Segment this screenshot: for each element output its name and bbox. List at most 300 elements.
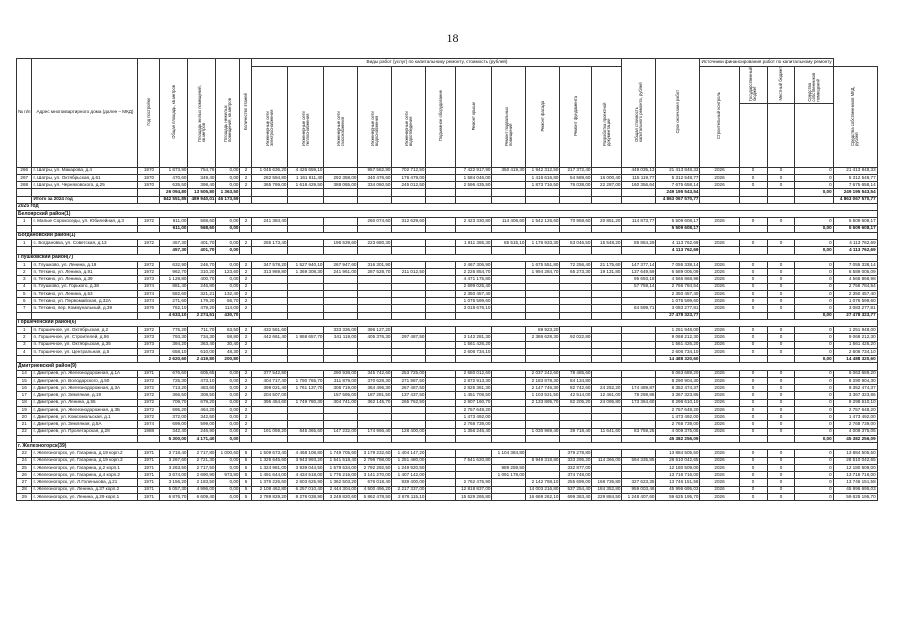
cell-w xyxy=(358,290,392,297)
cell-h xyxy=(288,370,324,377)
cell-fu xyxy=(560,276,592,283)
cell-p: 989 259,50 xyxy=(492,464,526,471)
cell-g xyxy=(324,218,358,225)
col-owners-total: Средства собственников МКД, рублей xyxy=(849,86,860,146)
table-header xyxy=(17,59,878,168)
cell-dt: 2026 xyxy=(700,276,739,283)
table-row xyxy=(17,290,878,297)
cell-c: 0,00 xyxy=(216,370,240,377)
cell-p xyxy=(492,457,526,464)
cell-g3: 0,00 xyxy=(795,189,833,196)
cell-f: 2 xyxy=(240,341,252,348)
cell-g1: 0 xyxy=(739,472,767,479)
cell-g2: 0 xyxy=(767,486,795,493)
cell-g1: 0 xyxy=(739,464,767,471)
cell-h: 1 369 308,30 xyxy=(288,269,324,276)
cell-tot: 8 298 610,10 xyxy=(656,399,700,406)
cell-l xyxy=(426,290,456,297)
cell-y: 1972 xyxy=(138,399,160,406)
cell-a: 611,00 xyxy=(160,218,188,225)
cell-h xyxy=(288,247,324,254)
cell-g2 xyxy=(767,435,795,442)
cell-no: 1 xyxy=(17,261,32,268)
cell-g2: 0 xyxy=(767,406,795,413)
cell-b: 2 274,51 xyxy=(188,312,216,319)
cell-g: 3 248 820,60 xyxy=(324,493,358,500)
cell-dt: 2026 xyxy=(700,167,739,174)
cell-dt: 2026 xyxy=(700,370,739,377)
cell-k: 2 606 734,10 xyxy=(456,348,492,355)
cell-no: 15 xyxy=(17,377,32,384)
cell-g3: 0 xyxy=(795,348,833,355)
cell-y: 1973 xyxy=(138,341,160,348)
cell-s: 128 400,00 xyxy=(392,428,426,435)
cell-g: 311 879,00 xyxy=(324,377,358,384)
cell-h xyxy=(288,356,324,363)
cell-b: 711,70 xyxy=(188,327,216,334)
cell-p xyxy=(492,189,526,196)
cell-b: 473,10 xyxy=(188,377,216,384)
cell-e: 1 324 981,00 xyxy=(252,464,288,471)
cell-f: 2 xyxy=(240,269,252,276)
cell-g1: 0 xyxy=(739,327,767,334)
cell-addr: с. Богдановка, ул. Советская, д.13 xyxy=(32,240,138,247)
cell-h xyxy=(288,218,324,225)
cell-no: 22 xyxy=(17,428,32,435)
cell-a: 342,40 xyxy=(160,428,188,435)
cell-g2 xyxy=(767,247,795,254)
cell-e: 404 717,40 xyxy=(252,377,288,384)
cell-h xyxy=(288,240,324,247)
cell-a: 676,60 xyxy=(160,370,188,377)
cell-g2: 0 xyxy=(767,370,795,377)
cell-c: 132,40 xyxy=(216,290,240,297)
section-label: Богдановский район(1) xyxy=(17,232,878,239)
cell-sc xyxy=(622,464,656,471)
cell-tot: 13 716 716,00 xyxy=(656,472,700,479)
cell-h: 1 958 657,70 xyxy=(288,334,324,341)
cell-no: 16 xyxy=(17,385,32,392)
cell-b: 4 171,40 xyxy=(188,435,216,442)
cell-no: 1 xyxy=(17,240,32,247)
cell-g3: 0 xyxy=(795,406,833,413)
cell-w: 174 966,40 xyxy=(358,428,392,435)
cell-w: 3 179 232,60 xyxy=(358,450,392,457)
cell-sc: 594 335,85 xyxy=(622,457,656,464)
cell-g2: 0 xyxy=(767,182,795,189)
cell-h: 1 761 137,70 xyxy=(288,385,324,392)
cell-fu xyxy=(560,414,592,421)
cell-fa xyxy=(526,464,560,471)
cell-k: 2 226 854,70 xyxy=(456,269,492,276)
cell-k: 1 561 426,20 xyxy=(456,341,492,348)
cell-tot: 249 195 543,54 xyxy=(656,189,700,196)
cell-fa xyxy=(526,247,560,254)
cell-y: 1974 xyxy=(138,421,160,428)
cell-l xyxy=(426,450,456,457)
cell-fu xyxy=(560,247,592,254)
cell-g2: 0 xyxy=(767,305,795,312)
cell-h: 1 527 940,10 xyxy=(288,261,324,268)
cell-g2: 0 xyxy=(767,283,795,290)
cell-p xyxy=(492,479,526,486)
cell-fu: 332 877,00 xyxy=(560,464,592,471)
cell-e: 432 561,60 xyxy=(252,327,288,334)
cell-sc xyxy=(622,327,656,334)
cell-fa: 2 133 895,70 xyxy=(526,399,560,406)
cell-e xyxy=(252,414,288,421)
table-row xyxy=(17,167,878,174)
cell-l xyxy=(426,167,456,174)
cell-g3: 0 xyxy=(795,182,833,189)
cell-y: 1972 xyxy=(138,414,160,421)
section-label: Глушковский район(7) xyxy=(17,254,878,261)
cell-k: 4 471 175,80 xyxy=(456,276,492,283)
cell-e: 1 491 644,00 xyxy=(252,472,288,479)
cell-tot: 4 009 375,05 xyxy=(656,428,700,435)
cell-s: 267 487,50 xyxy=(392,385,426,392)
cell-no: 4 xyxy=(17,348,32,355)
cell-d xyxy=(592,290,622,297)
cell-l xyxy=(426,399,456,406)
cell-e xyxy=(252,298,288,305)
cell-fa xyxy=(526,225,560,232)
cell-g1: 0 xyxy=(739,486,767,493)
cell-g1 xyxy=(739,247,767,254)
cell-g: 341 119,00 xyxy=(324,334,358,341)
cell-g3: 0 xyxy=(795,261,833,268)
cell-h: 2 603 625,90 xyxy=(288,479,324,486)
cell-l xyxy=(426,392,456,399)
cell-fu xyxy=(560,406,592,413)
cell-b: 2 183,50 xyxy=(188,479,216,486)
cell-tot: 1 561 426,20 xyxy=(656,341,700,348)
cell-addr: г. Железногорск, ул. Гагарина, д.2 корп.1 xyxy=(32,464,138,471)
cell-e xyxy=(252,225,288,232)
cell-e: 1 509 673,40 xyxy=(252,450,288,457)
cell-f: 2 xyxy=(240,283,252,290)
cell-addr: г. Дмитриев, ул. Пролетарская, д.28 xyxy=(32,428,138,435)
cell-g3: 0 xyxy=(795,428,833,435)
cell-own: 45 382 256,09 xyxy=(833,435,877,442)
cell-fa: 1 942 312,50 xyxy=(526,167,560,174)
cell-p xyxy=(492,435,526,442)
cell-s: 1 249 920,50 xyxy=(392,464,426,471)
cell-fu xyxy=(560,290,592,297)
table-row xyxy=(17,370,878,377)
section-row xyxy=(17,254,878,261)
cell-g3: 0 xyxy=(795,283,833,290)
cell-c: 0,00 xyxy=(216,385,240,392)
table-row xyxy=(17,486,878,493)
table-row xyxy=(17,276,878,283)
cell-own: 28 510 042,65 xyxy=(833,457,877,464)
cell-y xyxy=(138,196,160,203)
cell-d: 20 851,20 xyxy=(592,218,622,225)
cell-fu xyxy=(560,298,592,305)
cell-addr: п. Теткино, пер. Коммунальный, д.39 xyxy=(32,305,138,312)
cell-b: 179,20 xyxy=(188,298,216,305)
cell-g2: 0 xyxy=(767,334,795,341)
table-row xyxy=(17,298,878,305)
cell-dt: 2026 xyxy=(700,377,739,384)
cell-g: 1 749 705,60 xyxy=(324,450,358,457)
cell-d xyxy=(592,196,622,203)
section-label: Белоярский район(1) xyxy=(17,211,878,218)
cell-a: 3 718,40 xyxy=(160,450,188,457)
cell-w xyxy=(358,414,392,421)
cell-b: 2 717,50 xyxy=(188,464,216,471)
cell-a: 372,00 xyxy=(160,414,188,421)
cell-g: 157 595,00 xyxy=(324,392,358,399)
cell-y: 1973 xyxy=(138,334,160,341)
cell-w: 396 127,20 xyxy=(358,327,392,334)
cell-b: 363,40 xyxy=(188,341,216,348)
col-electric: Инженерные сети электроснабжения xyxy=(264,109,274,146)
cell-l xyxy=(426,225,456,232)
cell-p xyxy=(492,196,526,203)
cell-addr: г. Дмитриев, ул. Комсомольская, д.1 xyxy=(32,414,138,421)
cell-c: 1 363,50 xyxy=(216,189,240,196)
cell-w: 676 018,40 xyxy=(358,479,392,486)
cell-w: 405 376,30 xyxy=(358,334,392,341)
cell-fa xyxy=(526,421,560,428)
cell-addr: п. Теткино, ул. Ленина, д.53 xyxy=(32,290,138,297)
cell-h: 4 468 108,80 xyxy=(288,450,324,457)
cell-f xyxy=(240,225,252,232)
cell-l xyxy=(426,269,456,276)
cell-g1: 0 xyxy=(739,370,767,377)
cell-g3 xyxy=(795,196,833,203)
cell-a: 3 267,60 xyxy=(160,457,188,464)
cell-l xyxy=(426,189,456,196)
cell-fu: 84 134,80 xyxy=(560,377,592,384)
cell-g xyxy=(324,414,358,421)
cell-l xyxy=(426,196,456,203)
cell-own: 2 757 648,20 xyxy=(833,406,877,413)
cell-k xyxy=(456,312,492,319)
cell-k: 1 584 046,00 xyxy=(456,174,492,181)
cell-no xyxy=(17,189,32,196)
cell-tot: 5 312 548,77 xyxy=(656,174,700,181)
cell-own: 7 675 658,14 xyxy=(833,182,877,189)
cell-tot: 7 055 338,14 xyxy=(656,261,700,268)
cell-f xyxy=(240,189,252,196)
cell-g: 2 444 304,00 xyxy=(324,486,358,493)
cell-a: 1 873,90 xyxy=(160,167,188,174)
cell-no: 24 xyxy=(17,457,32,464)
cell-h: 6 257 010,40 xyxy=(288,486,324,493)
cell-g1: 0 xyxy=(739,305,767,312)
cell-fa: 1 176 933,30 xyxy=(526,240,560,247)
cell-f: 2 xyxy=(240,377,252,384)
cell-h: 1 790 765,70 xyxy=(288,377,324,384)
cell-fu: 72 256,40 xyxy=(560,261,592,268)
cell-l xyxy=(426,493,456,500)
cell-sc: 115 119,77 xyxy=(622,174,656,181)
cell-s xyxy=(392,348,426,355)
cell-a: 632,90 xyxy=(160,261,188,268)
cell-tot: 13 884 505,50 xyxy=(656,450,700,457)
cell-d xyxy=(592,225,622,232)
cell-dt: 2026 xyxy=(700,182,739,189)
cell-d xyxy=(592,435,622,442)
cell-sc xyxy=(622,225,656,232)
cell-k: 1 811 365,30 xyxy=(456,240,492,247)
cell-g3: 0 xyxy=(795,493,833,500)
cell-g1: 0 xyxy=(739,298,767,305)
cell-h xyxy=(288,196,324,203)
cell-tot: 5 509 608,17 xyxy=(656,225,700,232)
cell-y: 1988 xyxy=(138,428,160,435)
cell-a: 366,50 xyxy=(160,392,188,399)
cell-g: 388 065,00 xyxy=(324,182,358,189)
cell-y: 1971 xyxy=(138,486,160,493)
cell-k: 1 473 492,00 xyxy=(456,414,492,421)
cell-p xyxy=(492,414,526,421)
cell-own: 14 488 320,60 xyxy=(833,356,877,363)
cell-addr xyxy=(32,312,138,319)
col-heating: Инженерные сети теплоснабжения xyxy=(300,111,310,146)
cell-dt: 2026 xyxy=(700,472,739,479)
cell-fa xyxy=(526,283,560,290)
cell-tot: 4 863 067 570,77 xyxy=(656,196,700,203)
cell-g2: 0 xyxy=(767,428,795,435)
cell-w: 370 628,30 xyxy=(358,377,392,384)
cell-fa: 1 675 551,80 xyxy=(526,261,560,268)
cell-s xyxy=(392,356,426,363)
cell-b: 568,60 xyxy=(188,218,216,225)
cell-b: 246,70 xyxy=(188,261,216,268)
cell-fa xyxy=(526,472,560,479)
cell-d xyxy=(592,167,622,174)
cell-tot: 8 290 904,30 xyxy=(656,377,700,384)
cell-tot: 2 768 739,00 xyxy=(656,421,700,428)
cell-s xyxy=(392,414,426,421)
cell-k: 2 807 160,70 xyxy=(456,399,492,406)
cell-no: 19 xyxy=(17,406,32,413)
cell-e xyxy=(252,406,288,413)
cell-h xyxy=(288,341,324,348)
cell-a: 470,60 xyxy=(160,174,188,181)
cell-addr: п. Глушково, ул. Горького, д.38 xyxy=(32,283,138,290)
cell-d xyxy=(592,327,622,334)
cell-f xyxy=(240,196,252,203)
cell-g1: 0 xyxy=(739,493,767,500)
cell-e xyxy=(252,356,288,363)
cell-sc: 160 356,64 xyxy=(622,182,656,189)
cell-c: 58,80 xyxy=(216,334,240,341)
cell-tot: 1 251 948,00 xyxy=(656,327,700,334)
cell-own: 1 251 948,00 xyxy=(833,327,877,334)
cell-w xyxy=(358,283,392,290)
cell-s xyxy=(392,305,426,312)
cell-no: 1 xyxy=(17,218,32,225)
cell-addr: г. Дмитриев, ул. Ленина, д.55 xyxy=(32,399,138,406)
cell-c: 48,30 xyxy=(216,348,240,355)
cell-g1: 0 xyxy=(739,406,767,413)
cell-c: 200,80 xyxy=(216,356,240,363)
table-row xyxy=(17,392,878,399)
cell-s: 176 479,00 xyxy=(392,174,426,181)
col-total-cost: Общая стоимость капитального ремонта, рублей xyxy=(633,82,643,142)
cell-addr xyxy=(32,225,138,232)
cell-c: 0,00 xyxy=(216,392,240,399)
cell-no: 3 xyxy=(17,341,32,348)
cell-c: 0,00 xyxy=(216,399,240,406)
cell-y: 1976 xyxy=(138,305,160,312)
cell-tot: 7 675 658,14 xyxy=(656,182,700,189)
cell-l xyxy=(426,305,456,312)
cell-no: 26 xyxy=(17,472,32,479)
cell-g1: 0 xyxy=(739,457,767,464)
cell-g: 333 336,00 xyxy=(324,327,358,334)
cell-g2: 0 xyxy=(767,174,795,181)
cell-d xyxy=(592,283,622,290)
cell-a: 775,20 xyxy=(160,327,188,334)
cell-g xyxy=(324,348,358,355)
cell-e: 2 789 829,20 xyxy=(252,493,288,500)
cell-fa: 1 873 716,50 xyxy=(526,182,560,189)
cell-no: 21 xyxy=(17,421,32,428)
cell-own: 45 996 695,03 xyxy=(833,486,877,493)
cell-tot: 59 625 195,70 xyxy=(656,493,700,500)
cell-a: 4 633,10 xyxy=(160,312,188,319)
cell-f: 2 xyxy=(240,421,252,428)
cell-k: 7 541 620,80 xyxy=(456,457,492,464)
cell-g: 1 776 216,00 xyxy=(324,472,358,479)
cell-p xyxy=(492,312,526,319)
cell-b: 4 996,00 xyxy=(188,486,216,493)
cell-y: 1971 xyxy=(138,479,160,486)
cell-no: 18 xyxy=(17,399,32,406)
cell-fu: 54 589,60 xyxy=(560,174,592,181)
cell-tot: 5 509 608,17 xyxy=(656,218,700,225)
cell-own: 27 478 323,77 xyxy=(833,312,877,319)
cell-fu: 78 485,60 xyxy=(560,370,592,377)
cell-addr: г. Шатры, ул. Октябрьская, д.61 xyxy=(32,174,138,181)
cell-y xyxy=(138,435,160,442)
cell-g2: 0 xyxy=(767,261,795,268)
cell-y: 1971 xyxy=(138,370,160,377)
cell-g1: 0 xyxy=(739,479,767,486)
col-total-area: Общая площадь, кв.метров xyxy=(170,85,176,139)
cell-a: 457,30 xyxy=(160,247,188,254)
cell-s xyxy=(392,406,426,413)
cell-y: 1972 xyxy=(138,392,160,399)
cell-e: 1 376 226,60 xyxy=(252,479,288,486)
cell-s xyxy=(392,225,426,232)
table-row xyxy=(17,464,878,471)
cell-fu xyxy=(560,327,592,334)
col-sewer: Инженерные сети водоотведения xyxy=(403,111,413,146)
table-row xyxy=(17,385,878,392)
cell-no: 6 xyxy=(17,298,32,305)
cell-sc xyxy=(622,341,656,348)
cell-sc xyxy=(622,247,656,254)
cell-k: 2 423 330,80 xyxy=(456,218,492,225)
cell-k: 1 356 246,40 xyxy=(456,428,492,435)
cell-addr: п. Теткино, ул. Ленина, д.39 xyxy=(32,276,138,283)
cell-k: 15 529 265,80 xyxy=(456,493,492,500)
cell-tot: 4 113 762,69 xyxy=(656,240,700,247)
cell-k: 1 451 708,50 xyxy=(456,392,492,399)
cell-p xyxy=(492,327,526,334)
cell-e: 347 578,20 xyxy=(252,261,288,268)
cell-l xyxy=(426,421,456,428)
cell-g: 1 541 518,40 xyxy=(324,457,358,464)
cell-d xyxy=(592,298,622,305)
